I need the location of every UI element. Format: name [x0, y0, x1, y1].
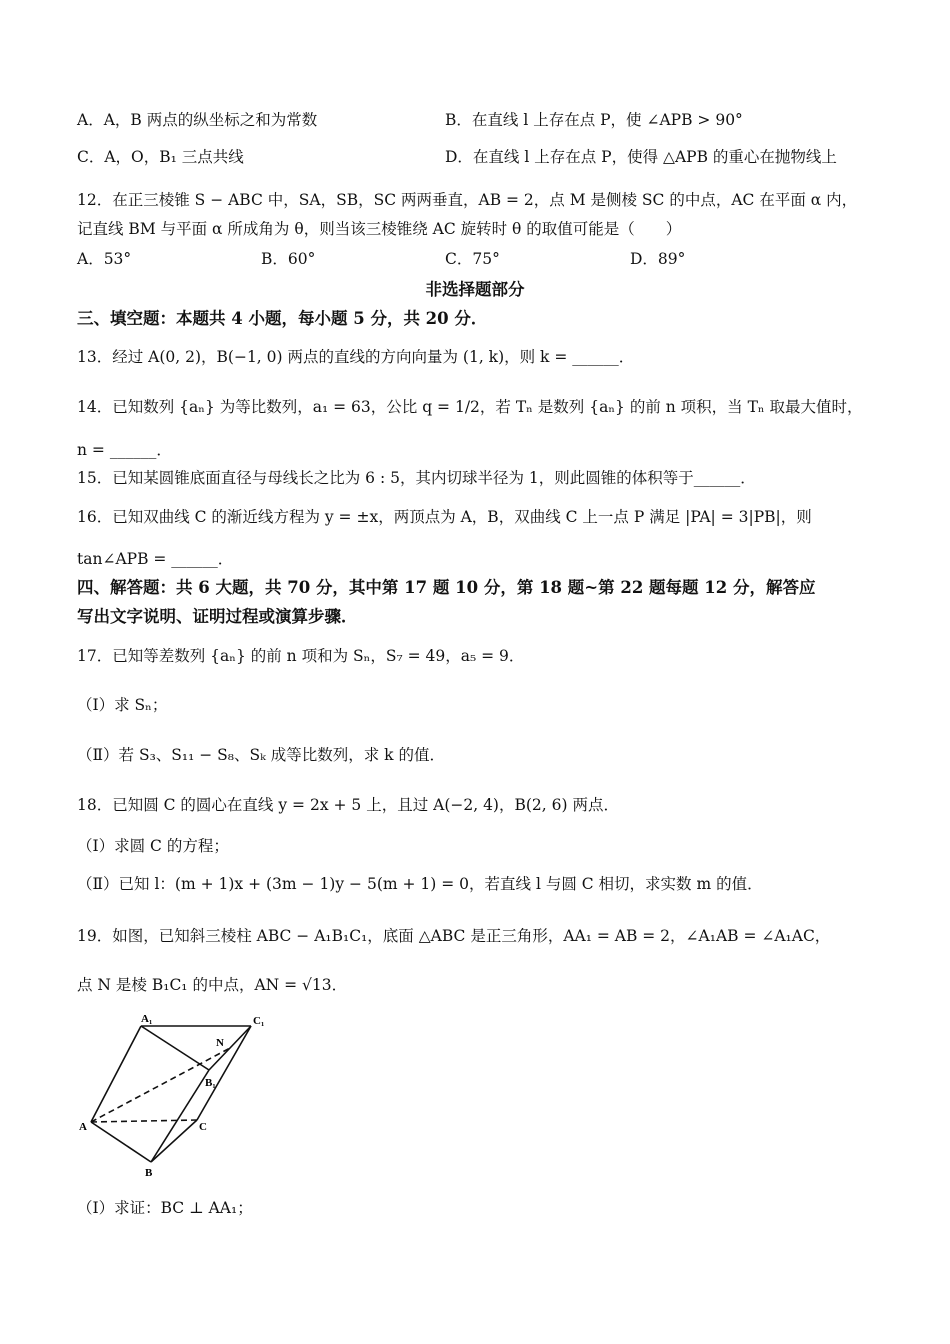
q19-part1: （Ⅰ）求证：BC ⊥ AA₁； — [77, 1199, 253, 1217]
q17-stem: 17．已知等差数列 {aₙ} 的前 n 项和为 Sₙ，S₇ = 49，a₅ = 9． — [77, 647, 525, 665]
edge-b-b1 — [151, 1070, 209, 1162]
q15-text: 15．已知某圆锥底面直径与母线长之比为 6 : 5，其内切球半径为 1，则此圆锥的体积等于______． — [77, 469, 756, 487]
q12-line1: 12．在正三棱锥 S − ABC 中，SA，SB，SC 两两垂直，AB = 2，点 M 是侧棱 SC 的中点，AC 在平面 α 内， — [77, 191, 858, 209]
label-b1: B₁ — [205, 1077, 216, 1089]
edge-c-c1 — [197, 1026, 251, 1120]
section4-heading-line1: 四、解答题：共 6 大题，共 70 分，其中第 17 题 10 分，第 18 题~第 22 题每题 12 分，解答应 — [77, 578, 816, 597]
prism-figure — [75, 1010, 275, 1180]
q14-line2: n = ______． — [77, 441, 172, 459]
q19-line2: 点 N 是棱 B₁C₁ 的中点，AN = √13． — [77, 976, 348, 994]
section3-heading: 三、填空题：本题共 4 小题，每小题 5 分，共 20 分． — [77, 309, 488, 328]
label-a: A — [79, 1121, 87, 1133]
label-b: B — [145, 1167, 153, 1179]
q11-option-b: B．在直线 l 上存在点 P，使 ∠APB > 90° — [445, 111, 743, 129]
q16-line2: tan∠APB = ______． — [77, 550, 234, 568]
q11-option-c: C．A，O，B₁ 三点共线 — [77, 148, 244, 166]
q17-part2: （Ⅱ）若 S₃、S₁₁ − S₈、Sₖ 成等比数列，求 k 的值． — [77, 746, 445, 764]
q11-option-d: D．在直线 l 上存在点 P，使得 △APB 的重心在抛物线上 — [445, 148, 837, 166]
edge-a-c-hidden — [91, 1120, 197, 1122]
q13-text: 13．经过 A(0, 2)，B(−1, 0) 两点的直线的方向向量为 (1, k)，则 k = ______． — [77, 348, 635, 366]
label-n: N — [216, 1037, 224, 1049]
q18-stem: 18．已知圆 C 的圆心在直线 y = 2x + 5 上，且过 A(−2, 4)，B(2, 6) 两点． — [77, 796, 619, 814]
part-title: 非选择题部分 — [425, 280, 525, 299]
q16-line1: 16．已知双曲线 C 的渐近线方程为 y = ±x，两顶点为 A，B，双曲线 C 上一点 P 满足 |PA| = 3|PB|，则 — [77, 508, 812, 526]
edge-a1-b1 — [141, 1026, 209, 1070]
label-c: C — [199, 1121, 207, 1133]
q14-line1: 14．已知数列 {aₙ} 为等比数列，a₁ = 63，公比 q = 1/2，若 Tₙ 是数列 {aₙ} 的前 n 项积，当 Tₙ 取最大值时， — [77, 398, 863, 416]
q12-option-b: B．60° — [261, 250, 316, 268]
section4-heading-line2: 写出文字说明、证明过程或演算步骤． — [77, 607, 358, 626]
q18-part1: （Ⅰ）求圆 C 的方程； — [77, 837, 229, 855]
label-a1: A₁ — [141, 1013, 153, 1025]
q11-option-a: A．A，B 两点的纵坐标之和为常数 — [77, 111, 318, 129]
q12-option-c: C．75° — [445, 250, 500, 268]
label-c1: C₁ — [253, 1015, 265, 1027]
q12-option-d: D．89° — [630, 250, 686, 268]
q19-line1: 19．如图，已知斜三棱柱 ABC − A₁B₁C₁，底面 △ABC 是正三角形，AA₁ = AB = 2，∠A₁AB = ∠A₁AC， — [77, 927, 831, 945]
edge-a-b — [91, 1122, 151, 1162]
q12-option-a: A．53° — [77, 250, 132, 268]
q17-part1: （Ⅰ）求 Sₙ； — [77, 696, 168, 714]
q12-line2: 记直线 BM 与平面 α 所成角为 θ，则当该三棱锥绕 AC 旋转时 θ 的取值可能是（ ） — [77, 220, 682, 238]
q18-part2: （Ⅱ）已知 l：(m + 1)x + (3m − 1)y − 5(m + 1) = 0，若直线 l 与圆 C 相切，求实数 m 的值． — [77, 875, 763, 893]
edge-a-a1 — [91, 1026, 141, 1122]
